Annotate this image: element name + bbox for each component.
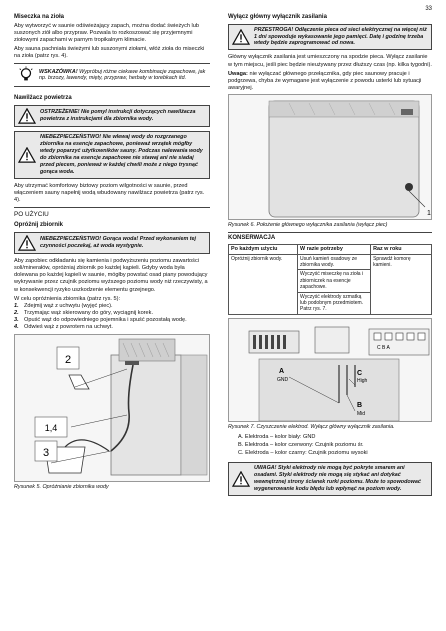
divider xyxy=(14,207,210,208)
warning-icon xyxy=(18,147,36,163)
electrodes-illustration xyxy=(229,319,432,422)
memory-warning-box xyxy=(228,24,432,51)
tip-box xyxy=(14,63,210,87)
danger-text: NIEBEZPIECZEŃSTWO! Nie wlewaj wody do rozgrzanego zbiornika na esencje zapachowe, ponieważ wrzątek mógłby wtedy poparzyć użytkowników sauny. Podczas nalewania wody do zbiornika na esencje zapachowe nie stawaj ani nie siadaj przed piecem, ponieważ w każdej chwili może z niego trysnąć gorąca woda. xyxy=(40,134,203,175)
callout-3: 3 xyxy=(42,447,50,460)
figure-5-caption: Rysunek 5. Opróżnianie zbiornika wody xyxy=(14,484,109,491)
list-item: 2. Trzymając wąż skierowany do góry, wyciągnij korek. xyxy=(14,309,154,316)
warning-icon xyxy=(18,235,36,251)
header-as-needed: W razie potrzeby xyxy=(298,244,371,254)
danger-box xyxy=(14,131,210,178)
electrode-warning-box xyxy=(228,462,432,496)
divider xyxy=(228,232,432,233)
list-item: 3. Opuść wąż do odpowiedniego pojemnika i spuść pozostałą wodę. xyxy=(14,317,187,324)
page-number: 33 xyxy=(425,6,432,12)
herbs-body: Aby wytworzyć w saunie odświeżający zapach, można dodać świeżych lub suszonych ziół albo przypraw. Pozwala to rozkoszować się przyjemnymi ziołowymi zapachami w parnym tropikalnym klimacie. xyxy=(14,22,199,43)
table-cell: Sprawdź komorę kamieni. xyxy=(371,254,432,314)
label-a: A xyxy=(279,367,285,375)
figure-6 xyxy=(228,94,432,220)
table-row xyxy=(229,254,432,270)
list-item: 1. Zdejmij wąż z uchwytu (wyjęć piec). xyxy=(14,302,113,309)
tip-label: WSKAZÓWKA! xyxy=(39,68,78,75)
caution-text: OSTRZEŻENIE! Nie pomyl instrukcji dotyczących nawilżacza powietrza z instrukcjami dla zbiornika wody. xyxy=(40,109,196,123)
figure-7 xyxy=(228,318,432,422)
label-c: C xyxy=(357,369,363,377)
switch-body: Główny wyłącznik zasilania jest umieszczony na spodzie pieca. Wyłącz zasilanie w tym miejscu, jeśli piec będzie nieużywany przez dłuższy czas (np. kilka tygodni). xyxy=(228,54,432,68)
humidifier-body: Aby utrzymać komfortowy biztowy poziom wilgotności w saunie, przed włączeniem sauny napełnij wodą wbudowany nawilżacz powietrza (patrz rys. 4). xyxy=(14,182,205,203)
tank-drain-illustration xyxy=(15,335,210,482)
after-use-title: PO UŻYCIU xyxy=(14,211,49,219)
list-item: 4. Odwieś wąż z powrotem na uchwyt. xyxy=(14,324,113,331)
list-item: A. Elektroda – kolor biały: GND xyxy=(238,433,316,440)
memory-warning-text: PRZESTROGA! Odłączenie pieca od sieci elektrycznej na więcej niż 1 dni spowoduje wykasowanie jego pamięci. Datę i godzinę trzeba wtedy będzie zaprogramować od nowa. xyxy=(254,26,427,47)
callout-1: 1 xyxy=(427,210,431,218)
electrode-list xyxy=(228,434,432,457)
warning-icon xyxy=(232,29,250,45)
note-text: nie wyłączać głównego przełącznika, gdy piec saunowy pracuje i podgrzewa, chyba że wymagane jest wyłączenie z powodu usterki lub sytuacji awaryjnej. xyxy=(228,70,422,92)
figure-7-caption: Rysunek 7. Czyszczenie elektrod. Wyłącz główny wyłącznik zasilania. xyxy=(228,423,395,430)
callout-1-4: 1,4 xyxy=(44,423,58,434)
warning-icon xyxy=(18,108,36,124)
list-item: B. Elektroda – kolor czerwony: Czujnik poziomu śr. xyxy=(238,441,364,448)
heater-switch-illustration xyxy=(229,95,432,220)
table-cell: Opróżnij zbiornik wody. xyxy=(229,254,298,314)
hot-water-box xyxy=(14,232,210,254)
table-cell: Wyczyść miseczkę na zioła i zbiorniczek na esencje zapachowe. xyxy=(298,270,371,292)
after-body2: W celu opróżnienia zbiornika (patrz rys. 5): xyxy=(14,295,121,302)
table-cell: Usuń kamień osadowy ze zbiornika wody. xyxy=(298,254,371,270)
right-column xyxy=(228,14,432,500)
label-b: B xyxy=(357,401,363,409)
table-cell: Wyczyść elektrody szmatką lub podobnym przedmiotem. Patrz rys. 7. xyxy=(298,292,371,314)
list-item: C. Elektroda – kolor czarny: Czujnik poziomu wysoki xyxy=(238,450,368,456)
label-gnd: GND xyxy=(277,376,289,383)
hot-water-text: NIEBEZPIECZEŃSTWO! Gorąca woda! Przed wykonaniem tej czynności poczekaj, aż woda wystygnie. xyxy=(40,235,197,249)
switch-title: Wyłącz główny wyłącznik zasilania xyxy=(228,14,327,20)
tip-text: Wypróbuj różne ciekawe kombinacje zapachowe, jak np. brzozy, lawendy, mięty, przypraw, herbaty w torebkach itd. xyxy=(39,68,206,82)
header-yearly: Raz w roku xyxy=(371,244,432,254)
label-high: High xyxy=(357,377,368,384)
herbs-title: Miseczka na zioła xyxy=(14,14,65,20)
callout-2: 2 xyxy=(64,354,72,367)
figure-6-caption: Rysunek 6. Położenie głównego wyłącznika zasilania (wyłącz piec) xyxy=(228,222,388,229)
caution-box xyxy=(14,105,210,127)
note-label: Uwaga: xyxy=(228,70,248,77)
humidifier-title: Nawilżacz powietrza xyxy=(14,95,72,102)
empty-tank-title: Opróżnij zbiornik xyxy=(14,222,63,229)
maintenance-title: KONSERWACJA xyxy=(228,235,276,242)
electrode-warning-text: UWAGA! Styki elektrody nie mogą być pokryte smarem ani osadami. Styki elektrody nie mogą się stykać ani dotykać wewnętrznej strony ścianek rurki poziomu. Może to spowodować wygenerowanie kodu błędu lub wpłynąć na poziom wody. xyxy=(254,465,421,492)
steps-list xyxy=(14,303,210,332)
label-cba: C B A xyxy=(377,344,390,351)
after-body: Aby zapobiec odkładaniu się kamienia i podwyższeniu poziomu zawartości soli/minerałów, opróżniaj zbiornik po każdej kąpieli. Gdyby woda była dolewana po każdej kąpieli w saunie, mógłby powstać osad piany powodujący wykrywanie przez czujnik poziomu wyższego poziomu wody niż rzeczywisty, a w konsekwencji ryzyko uszkodzenie elementu grzejnego. xyxy=(14,257,208,293)
left-column xyxy=(14,14,210,494)
figure-5 xyxy=(14,334,210,482)
warning-icon xyxy=(232,471,250,487)
header-after-use: Po każdym użyciu xyxy=(229,244,298,254)
maintenance-table xyxy=(228,244,432,315)
label-mid: Mid xyxy=(357,410,366,417)
lightbulb-icon xyxy=(17,66,35,84)
herbs-body2: Aby sauna pachniała świeżymi lub suszonymi ziołami, włóż zioła do miseczki na zioła (patrz rys. 4). xyxy=(14,46,205,60)
